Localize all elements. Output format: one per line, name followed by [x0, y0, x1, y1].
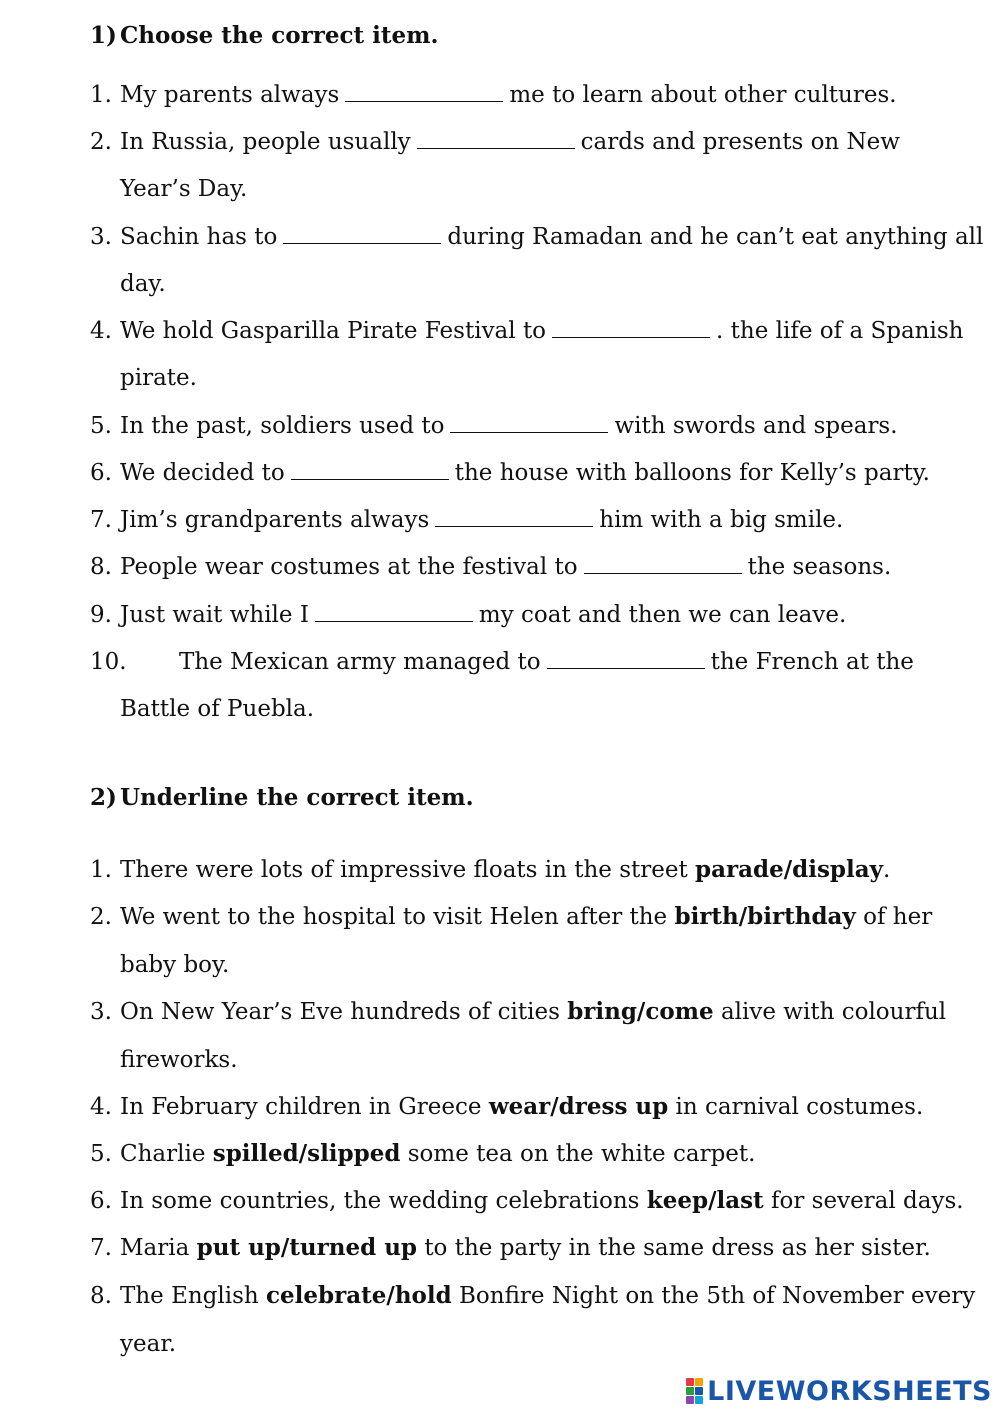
- logo-square: [695, 1378, 703, 1386]
- answer-blank[interactable]: [283, 241, 441, 244]
- question-number: 7.: [90, 507, 112, 533]
- section2-number: 2): [90, 784, 117, 811]
- question-text-before: Jim’s grandparents always: [120, 507, 430, 533]
- question-number: 6.: [90, 1188, 112, 1214]
- question-text: [120, 80, 897, 110]
- question-number: 3.: [90, 224, 112, 250]
- question-text-before: My parents always: [120, 82, 340, 108]
- question-text-before: We hold Gasparilla Pirate Festival to: [120, 318, 547, 344]
- question-number: 6.: [90, 460, 112, 486]
- question-text-after: during Ramadan and he can’t eat anything all: [447, 224, 984, 250]
- question-text: [120, 997, 946, 1027]
- question-text-after: to the party in the same dress as her sister.: [424, 1235, 931, 1261]
- logo-square: [686, 1378, 694, 1386]
- question-continuation: day.: [120, 271, 166, 297]
- answer-options[interactable]: keep/last: [646, 1187, 764, 1214]
- answer-blank[interactable]: [345, 99, 503, 102]
- answer-options[interactable]: birth/birthday: [674, 903, 856, 930]
- question-text-before: People wear costumes at the festival to: [120, 554, 578, 580]
- question-text-after: for several days.: [771, 1188, 964, 1214]
- question-continuation: year.: [120, 1331, 177, 1357]
- question-text-before: Sachin has to: [120, 224, 278, 250]
- answer-blank[interactable]: [584, 571, 742, 574]
- question-text-after: him with a big smile.: [599, 507, 844, 533]
- question-text-before: The Mexican army managed to: [179, 649, 541, 675]
- answer-options[interactable]: put up/turned up: [196, 1234, 417, 1261]
- answer-blank[interactable]: [552, 335, 710, 338]
- question-text-before: There were lots of impressive floats in the street: [120, 857, 688, 883]
- question-number: 2.: [90, 904, 112, 930]
- question-text-before: Maria: [120, 1235, 190, 1261]
- answer-blank[interactable]: [291, 477, 449, 480]
- answer-options[interactable]: parade/display: [695, 856, 884, 883]
- question-continuation: pirate.: [120, 365, 197, 391]
- question-text-after: alive with colourful: [720, 999, 947, 1025]
- question-text-after: .: [883, 857, 891, 883]
- question-number: 1.: [90, 857, 112, 883]
- question-text-after: . the life of a Spanish: [716, 318, 964, 344]
- question-number: 5.: [90, 1141, 112, 1167]
- answer-options[interactable]: celebrate/hold: [266, 1282, 452, 1309]
- question-text-after: some tea on the white carpet.: [407, 1141, 756, 1167]
- logo-square: [695, 1387, 703, 1395]
- question-text: [120, 127, 900, 157]
- question-text-before: In the past, soldiers used to: [120, 413, 445, 439]
- section1-heading: [90, 22, 438, 49]
- question-continuation: Battle of Puebla.: [120, 696, 315, 722]
- question-number: 4.: [90, 318, 112, 344]
- question-text-before: In Russia, people usually: [120, 129, 411, 155]
- question-number: 9.: [90, 602, 112, 628]
- question-continuation: fireworks.: [120, 1047, 238, 1073]
- question-text-after: of her: [863, 904, 933, 930]
- question-text: [120, 600, 846, 630]
- answer-options[interactable]: bring/come: [567, 998, 714, 1025]
- answer-blank[interactable]: [547, 666, 705, 669]
- question-text: [120, 1233, 931, 1263]
- question-continuation: baby boy.: [120, 952, 230, 978]
- question-text-after: the seasons.: [747, 554, 892, 580]
- question-text: [120, 1139, 755, 1169]
- question-text-before: The English: [120, 1283, 259, 1309]
- question-text: [120, 458, 930, 488]
- question-number: 10.: [90, 649, 127, 675]
- answer-blank[interactable]: [450, 430, 608, 433]
- question-text-before: In February children in Greece: [120, 1094, 482, 1120]
- answer-blank[interactable]: [417, 146, 575, 149]
- question-number: 7.: [90, 1235, 112, 1261]
- question-text: [120, 1281, 975, 1311]
- question-number: 3.: [90, 999, 112, 1025]
- question-text-after: Bonfire Night on the 5th of November every: [459, 1283, 976, 1309]
- question-text-after: in carnival costumes.: [675, 1094, 924, 1120]
- question-number: 8.: [90, 1283, 112, 1309]
- question-text-before: Charlie: [120, 1141, 206, 1167]
- answer-options[interactable]: spilled/slipped: [212, 1140, 401, 1167]
- question-text: [120, 505, 843, 535]
- question-text-after: me to learn about other cultures.: [509, 82, 897, 108]
- question-number: 5.: [90, 413, 112, 439]
- answer-options[interactable]: wear/dress up: [488, 1093, 669, 1120]
- question-text: [120, 222, 983, 252]
- question-number: 8.: [90, 554, 112, 580]
- question-text: [120, 902, 932, 932]
- question-number: 1.: [90, 82, 112, 108]
- section2-heading: [90, 784, 474, 811]
- answer-blank[interactable]: [315, 619, 473, 622]
- question-text-after: cards and presents on New: [580, 129, 900, 155]
- question-text-before: Just wait while I: [120, 602, 309, 628]
- section2-title: Underline the correct item.: [120, 784, 474, 811]
- question-text: [120, 1092, 923, 1122]
- logo-square: [695, 1396, 703, 1404]
- question-text: [120, 411, 898, 441]
- question-text-before: We went to the hospital to visit Helen after the: [120, 904, 668, 930]
- logo-text: LIVEWORKSHEETS: [707, 1375, 992, 1407]
- question-text-after: with swords and spears.: [614, 413, 898, 439]
- question-text: [120, 1186, 964, 1216]
- question-text-before: We decided to: [120, 460, 285, 486]
- logo-mark-icon: [686, 1378, 703, 1404]
- question-text-before: On New Year’s Eve hundreds of cities: [120, 999, 560, 1025]
- logo-square: [686, 1396, 694, 1404]
- question-number: 2.: [90, 129, 112, 155]
- question-continuation: Year’s Day.: [120, 176, 248, 202]
- question-number: 4.: [90, 1094, 112, 1120]
- question-text-after: my coat and then we can leave.: [478, 602, 847, 628]
- question-text: [120, 855, 890, 885]
- question-text: [120, 552, 891, 582]
- question-text-after: the house with balloons for Kelly’s party.: [454, 460, 930, 486]
- question-text: [179, 647, 914, 677]
- question-text-after: the French at the: [710, 649, 914, 675]
- question-text-before: In some countries, the wedding celebrations: [120, 1188, 640, 1214]
- section1-number: 1): [90, 22, 117, 49]
- answer-blank[interactable]: [435, 524, 593, 527]
- logo-square: [686, 1387, 694, 1395]
- question-text: [120, 316, 963, 346]
- section1-title: Choose the correct item.: [120, 22, 439, 49]
- liveworksheets-logo[interactable]: [686, 1374, 992, 1408]
